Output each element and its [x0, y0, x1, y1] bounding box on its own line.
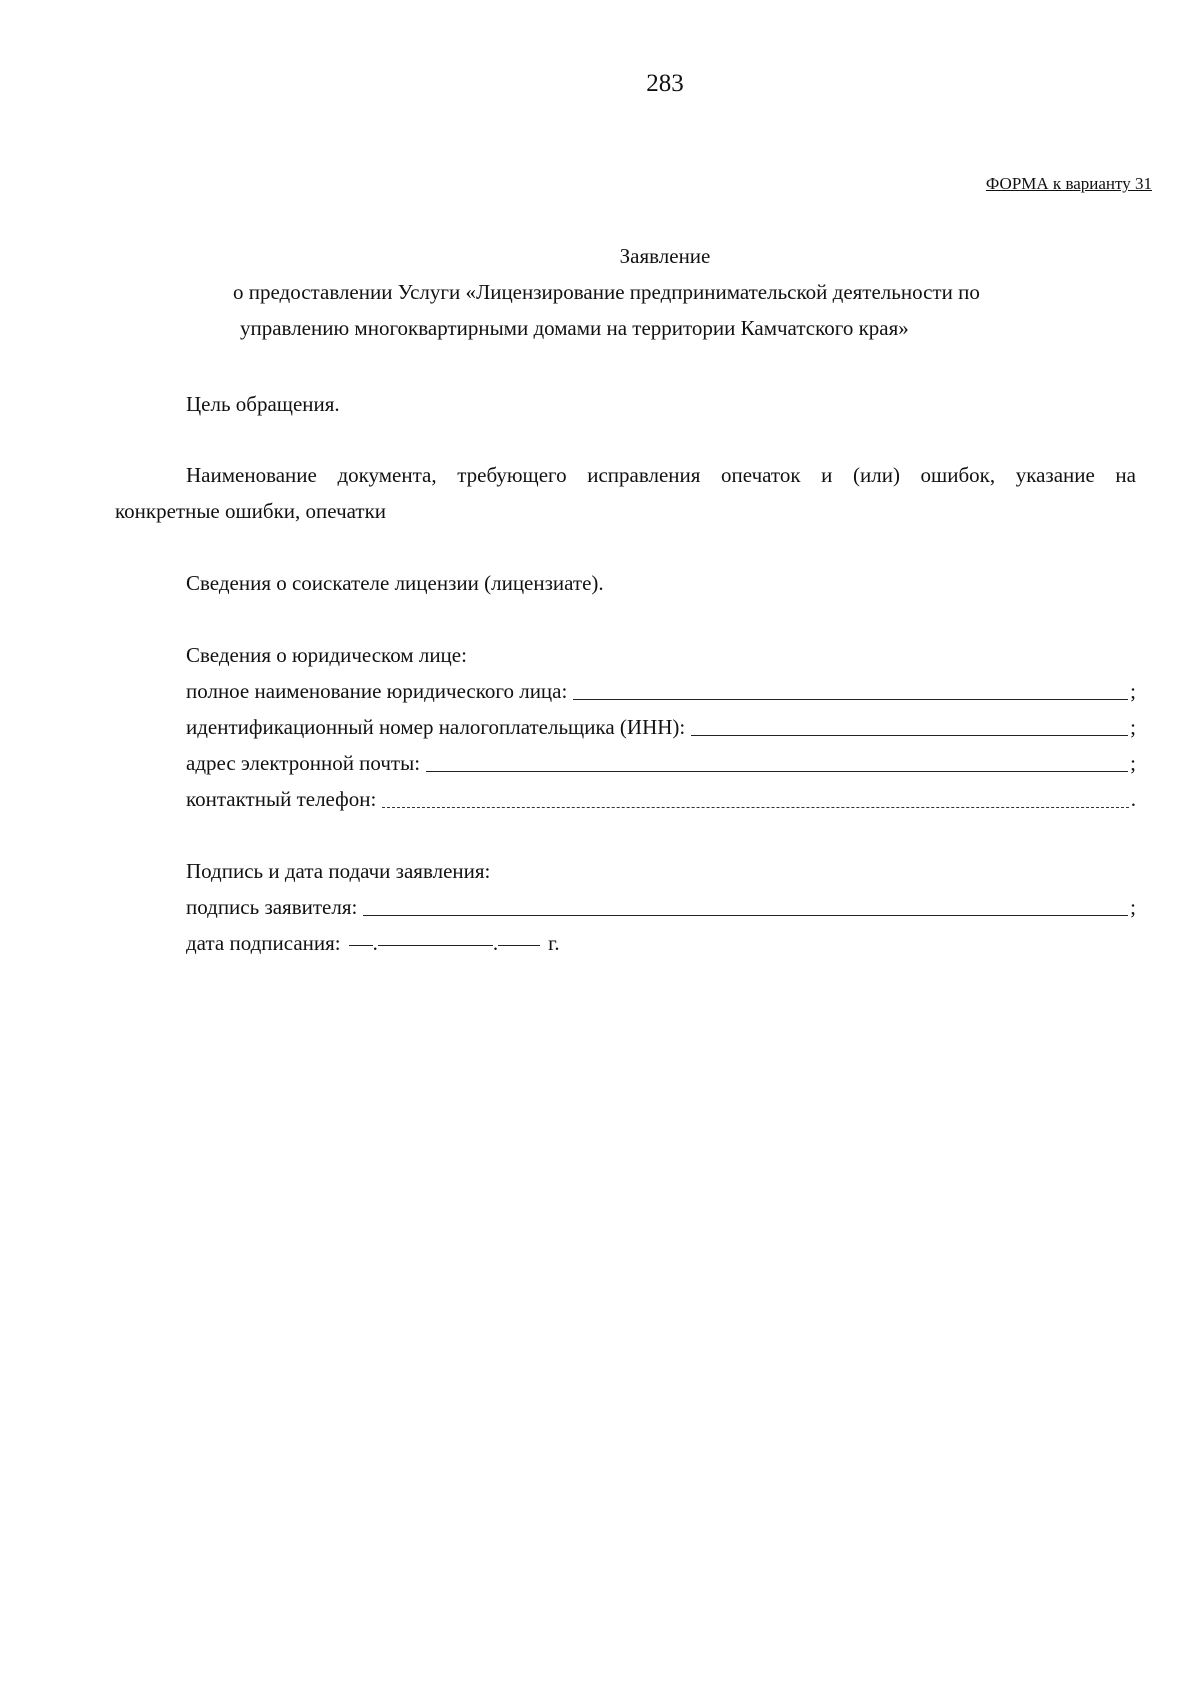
- document-subtitle-line1: о предоставлении Услуги «Лицензирование предпринимательской деятельности по: [233, 280, 980, 304]
- phone-input-line[interactable]: [382, 806, 1128, 808]
- purpose-label: Цель обращения.: [186, 392, 340, 416]
- date-year-line[interactable]: [498, 944, 540, 946]
- date-label: дата подписания:: [186, 931, 341, 955]
- date-day-line[interactable]: [349, 944, 373, 946]
- form-reference: ФОРМА к варианту 31: [985, 174, 1152, 193]
- full-name-field[interactable]: [186, 679, 1136, 704]
- date-month-line[interactable]: [378, 944, 493, 946]
- signature-input-line[interactable]: [363, 914, 1128, 916]
- email-label: адрес электронной почты:: [186, 751, 421, 775]
- signature-label: подпись заявителя:: [186, 895, 358, 919]
- year-suffix: г.: [548, 931, 560, 955]
- document-title: Заявление: [619, 244, 711, 268]
- inn-label: идентификационный номер налогоплательщика (ИНН):: [186, 715, 686, 739]
- inn-field[interactable]: [186, 715, 1136, 740]
- full-name-input-line[interactable]: [573, 698, 1128, 700]
- document-name-line2: конкретные ошибки, опечатки: [115, 499, 387, 523]
- legal-entity-heading: Сведения о юридическом лице:: [186, 643, 467, 667]
- date-field[interactable]: [186, 931, 560, 956]
- applicant-info-label: Сведения о соискателе лицензии (лицензиате).: [186, 571, 604, 595]
- phone-field[interactable]: [186, 787, 1136, 812]
- page-number: 283: [646, 70, 684, 97]
- inn-input-line[interactable]: [691, 734, 1128, 736]
- full-name-label: полное наименование юридического лица:: [186, 679, 568, 703]
- document-name-line1: Наименование документа, требующего исправления опечаток и (или) ошибок, указание на: [186, 463, 1136, 487]
- inn-terminator: ;: [1130, 715, 1136, 739]
- full-name-terminator: ;: [1130, 679, 1136, 703]
- signature-heading: Подпись и дата подачи заявления:: [186, 859, 491, 883]
- phone-terminator: .: [1130, 787, 1136, 811]
- date-separator-1: .: [372, 931, 378, 955]
- document-subtitle-line2: управлению многоквартирными домами на территории Камчатского края»: [240, 316, 909, 340]
- signature-field[interactable]: [186, 895, 1136, 920]
- signature-terminator: ;: [1130, 895, 1136, 919]
- email-terminator: ;: [1130, 751, 1136, 775]
- date-separator-2: .: [492, 931, 499, 955]
- phone-label: контактный телефон:: [186, 787, 377, 811]
- email-field[interactable]: [186, 751, 1136, 776]
- email-input-line[interactable]: [426, 770, 1128, 772]
